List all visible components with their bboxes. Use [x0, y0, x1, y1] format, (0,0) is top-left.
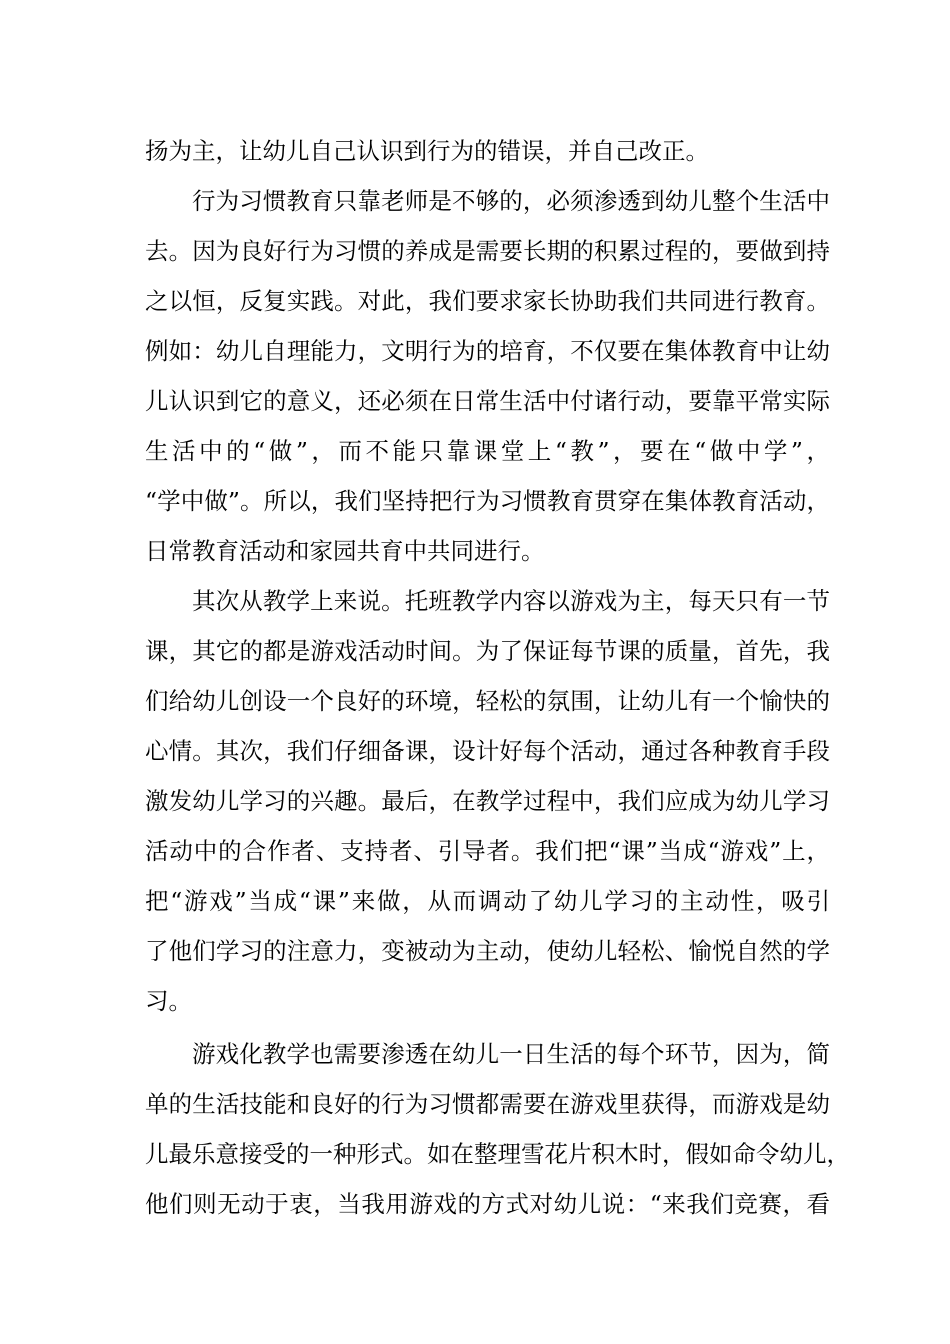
text-line: 生活中的“做”，而不能只靠课堂上“教”，要在“做中学”，: [145, 437, 830, 465]
text-line: 活动中的合作者、支持者、引导者。我们把“课”当成“游戏”上，: [145, 837, 830, 865]
text-line: 了他们学习的注意力，变被动为主动，使幼儿轻松、愉悦自然的学: [145, 937, 830, 965]
text-line: “学中做”。所以，我们坚持把行为习惯教育贯穿在集体教育活动，: [145, 487, 830, 515]
document-body: [145, 126, 850, 1229]
text-line: 课，其它的都是游戏活动时间。为了保证每节课的质量，首先，我: [145, 637, 830, 665]
text-line: 行为习惯教育只靠老师是不够的，必须渗透到幼儿整个生活中: [192, 187, 830, 215]
text-line: 儿最乐意接受的一种形式。如在整理雪花片积木时，假如命令幼儿，: [145, 1140, 850, 1168]
text-line: 游戏化教学也需要渗透在幼儿一日生活的每个环节，因为，简: [192, 1040, 830, 1068]
text-line: 心情。其次，我们仔细备课，设计好每个活动，通过各种教育手段: [145, 737, 830, 765]
text-line: 日常教育活动和家园共育中共同进行。: [145, 537, 545, 565]
text-line: 激发幼儿学习的兴趣。最后，在教学过程中，我们应成为幼儿学习: [145, 787, 830, 815]
text-line: 之以恒，反复实践。对此，我们要求家长协助我们共同进行教育。: [145, 287, 830, 315]
text-line: 他们则无动于衷，当我用游戏的方式对幼儿说：“来我们竞赛，看: [145, 1190, 830, 1218]
text-line: 把“游戏”当成“课”来做，从而调动了幼儿学习的主动性，吸引: [145, 887, 830, 915]
text-line: 例如：幼儿自理能力，文明行为的培育，不仅要在集体教育中让幼: [145, 337, 830, 365]
text-line: 其次从教学上来说。托班教学内容以游戏为主，每天只有一节: [192, 587, 830, 615]
text-line: 习。: [145, 987, 192, 1015]
text-line: 去。因为良好行为习惯的养成是需要长期的积累过程的，要做到持: [145, 237, 830, 265]
text-line: 们给幼儿创设一个良好的环境，轻松的氛围，让幼儿有一个愉快的: [145, 687, 830, 715]
text-line: 单的生活技能和良好的行为习惯都需要在游戏里获得，而游戏是幼: [145, 1090, 830, 1118]
text-line: 儿认识到它的意义，还必须在日常生活中付诸行动，要靠平常实际: [145, 387, 830, 415]
text-line: 扬为主，让幼儿自己认识到行为的错误，并自己改正。: [145, 137, 709, 165]
